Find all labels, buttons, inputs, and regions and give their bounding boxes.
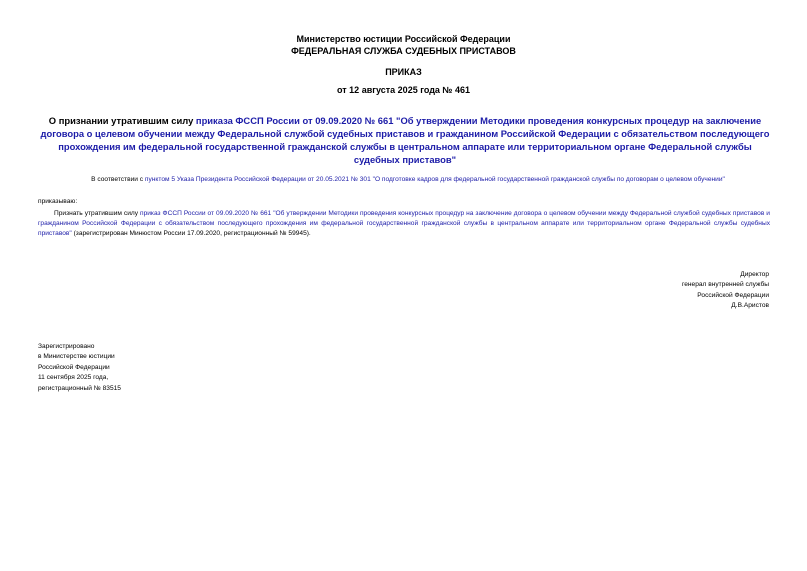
signer-rank: генерал внутренней службы <box>681 281 769 289</box>
registration-block <box>38 342 121 394</box>
document-title <box>40 114 770 166</box>
title-prefix: О признании утратившим силу <box>48 115 196 126</box>
paragraph-link[interactable]: приказ ФССП России от 09.09.2020 № 661 "Об утверждении Методики проведения конкурсных процедур на заключение договора о целевом обучении между Федеральной службой судебных приставов и гражданином Российской Федерации с обязательством последующего прохождения им федеральной государственной гражданской службы в центральном аппарате или территориальном органе Федеральной службы судебных приставов" <box>38 210 770 237</box>
service-name: ФЕДЕРАЛЬНАЯ СЛУЖБА СУДЕБНЫХ ПРИСТАВОВ <box>291 46 516 56</box>
registration-line-2: в Министерстве юстиции <box>38 353 115 361</box>
ministry-header <box>0 33 807 57</box>
order-paragraph <box>38 209 770 239</box>
preamble-prefix: В соответствии с <box>91 176 145 183</box>
registration-line-3: Российской Федерации <box>38 363 110 371</box>
preamble <box>38 176 778 183</box>
signer-position: Директор <box>740 271 769 278</box>
signer-name: Д.В.Аристов <box>731 302 769 310</box>
document-date: от 12 августа 2025 года № 461 <box>337 85 470 95</box>
registration-number: регистрационный № 83515 <box>38 384 121 392</box>
signer-rank-country: Российской Федерации <box>697 291 769 299</box>
order-word: приказываю: <box>38 198 78 205</box>
paragraph-prefix: Признать утратившим силу <box>54 210 141 217</box>
preamble-link[interactable]: пунктом 5 Указа Президента Российской Федерации от 20.05.2021 № 301 "О подготовке кадров для федеральной государственной гражданской службы по договорам о целевом обучении" <box>144 176 725 183</box>
registration-date: 11 сентября 2025 года, <box>38 374 109 382</box>
document-type: ПРИКАЗ <box>385 67 422 77</box>
ministry-name: Министерство юстиции Российской Федерации <box>296 34 511 44</box>
title-link[interactable]: приказа ФССП России от 09.09.2020 № 661 "Об утверждении Методики проведения конкурсных процедур на заключение договора о целевом обучении между Федеральной службой судебных приставов и гражданином Российской Федерации с обязательством последующего прохождения им федеральной государственной гражданской службы в центральном аппарате или территориальном органе Федеральной службы судебных приставов" <box>40 115 770 165</box>
signature-block <box>682 270 769 312</box>
registration-line-1: Зарегистрировано <box>38 343 95 350</box>
paragraph-suffix: (зарегистрирован Минюстом России 17.09.2020, регистрационный № 59945). <box>71 230 311 237</box>
